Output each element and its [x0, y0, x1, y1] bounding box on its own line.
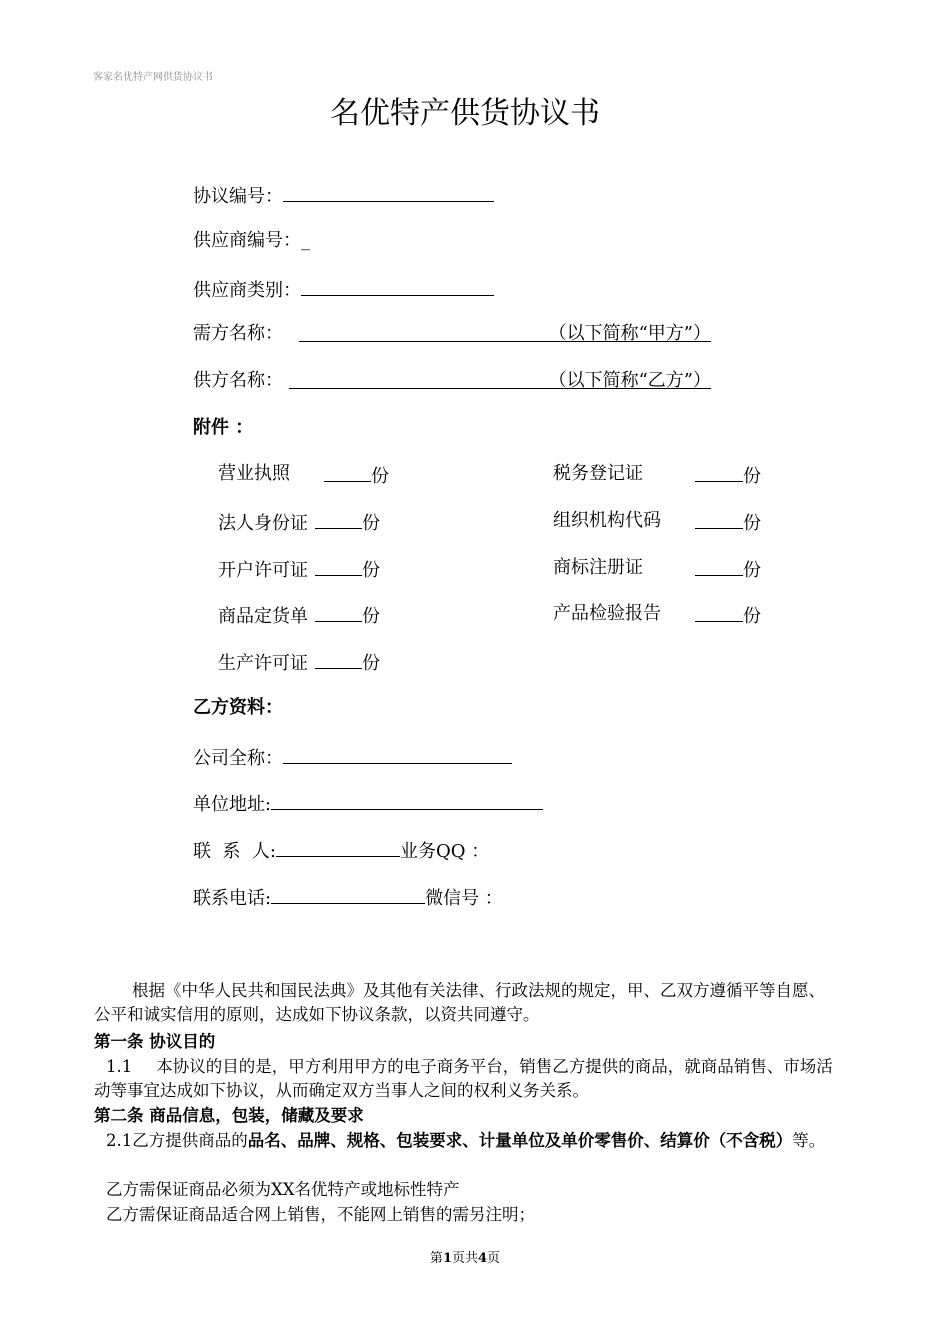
attachment-item	[218, 603, 380, 628]
attachment-label: 开户许可证	[218, 560, 308, 581]
buyer-name-label: 需方名称：	[193, 323, 283, 344]
footer-suffix: 页	[487, 1251, 501, 1266]
supplier-type-blank[interactable]	[301, 277, 494, 296]
attachment-label: 产品检验报告	[553, 603, 661, 624]
supplier-type-label: 供应商类别：	[193, 280, 301, 301]
phone-blank[interactable]	[271, 885, 425, 904]
attachment-blank[interactable]	[315, 557, 362, 576]
intro-paragraph: 根据《中华人民共和国民法典》及其他有关法律、行政法规的规定，甲、乙双方遵循平等自愿、公平和诚实信用的原则，达成如下协议条款，以资共同遵守。	[94, 981, 825, 1024]
seller-name-label: 供方名称：	[193, 370, 283, 391]
qq-label: 业务QQ ：	[399, 841, 490, 862]
attachment-label: 法人身份证	[218, 513, 308, 534]
attachment-label: 商标注册证	[553, 557, 643, 578]
attachment-blank[interactable]	[324, 463, 371, 482]
attachment-label: 商品定货单	[218, 606, 308, 627]
attachment-item	[553, 510, 661, 532]
company-label: 公司全称：	[193, 748, 283, 769]
seller-name-blank[interactable]	[289, 370, 711, 389]
seller-name-row	[193, 370, 711, 392]
address-label: 单位地址:	[193, 794, 272, 815]
phone-row	[193, 885, 503, 910]
attachment-blank[interactable]	[315, 510, 362, 529]
agreement-no-row	[193, 183, 494, 208]
attachment-unit: 份	[362, 606, 380, 627]
page-title: 名优特产供货协议书	[330, 96, 600, 131]
article-2-clause-1	[94, 1129, 839, 1153]
party-b-heading: 乙方资料：	[193, 697, 283, 718]
supplier-no-label: 供应商编号：_	[193, 230, 310, 251]
contact-row	[193, 838, 489, 863]
attachment-count	[695, 557, 761, 582]
address-row	[193, 791, 543, 816]
clause-prefix: 2.1乙方提供商品的	[106, 1131, 248, 1150]
attachment-unit: 份	[362, 560, 380, 581]
supplier-type-row	[193, 277, 494, 302]
contact-blank[interactable]	[276, 838, 400, 857]
page-number: 1	[442, 1251, 452, 1266]
attachment-item	[553, 463, 643, 485]
buyer-name-row	[193, 323, 711, 345]
attachment-label: 组织机构代码	[553, 510, 661, 531]
article-1-clause	[94, 1055, 839, 1103]
attachment-item	[218, 557, 380, 582]
attachment-item	[218, 650, 380, 675]
attachments-heading: 附件 ：	[193, 417, 254, 438]
attachment-blank[interactable]	[695, 510, 743, 529]
attachment-unit: 份	[362, 653, 380, 674]
attachment-unit: 份	[743, 560, 761, 581]
address-blank[interactable]	[271, 791, 543, 810]
phone-label: 联系电话:	[193, 888, 272, 909]
footer-middle: 页共	[451, 1251, 478, 1266]
attachment-count	[695, 510, 761, 535]
attachment-blank[interactable]	[315, 650, 362, 669]
attachment-unit: 份	[743, 513, 761, 534]
clause-number: 1.1	[106, 1057, 133, 1076]
seller-note: （以下简称“乙方”）	[548, 370, 711, 391]
attachment-unit: 份	[362, 513, 380, 534]
attachment-unit: 份	[743, 466, 761, 487]
article-2-line-3: 乙方需保证商品适合网上销售，不能网上销售的需另注明；	[106, 1205, 535, 1224]
article-2-heading: 第二条 商品信息，包装，储藏及要求	[94, 1106, 364, 1125]
attachment-blank[interactable]	[695, 603, 743, 622]
header-note: 客家名优特产网供货协议书	[93, 72, 213, 83]
attachment-item	[218, 510, 380, 535]
clause-suffix: 等。	[792, 1131, 826, 1150]
buyer-note: （以下简称“甲方”）	[548, 323, 711, 344]
contact-label: 联 系 人:	[193, 841, 276, 862]
company-row	[193, 745, 512, 770]
attachment-item	[218, 463, 290, 485]
attachment-blank[interactable]	[315, 603, 362, 622]
attachment-count	[695, 603, 761, 628]
company-blank[interactable]	[283, 745, 512, 764]
buyer-name-blank[interactable]	[299, 323, 711, 342]
footer-prefix: 第	[429, 1251, 443, 1266]
article-2-line-2: 乙方需保证商品必须为XX名优特产或地标性特产	[106, 1180, 460, 1199]
attachment-unit: 份	[371, 466, 389, 487]
attachment-label: 生产许可证	[218, 653, 308, 674]
attachment-count	[695, 463, 761, 488]
attachment-label: 税务登记证	[553, 463, 643, 484]
agreement-no-label: 协议编号：	[193, 186, 283, 207]
attachment-item	[553, 557, 643, 579]
supplier-no-row	[193, 230, 310, 252]
clause-text: 本协议的目的是，甲方利用甲方的电子商务平台，销售乙方提供的商品，就商品销售、市场活动等事宜达成如下协议，从而确定双方当事人之间的权利义务关系。	[94, 1057, 833, 1100]
attachment-item	[553, 603, 661, 625]
attachment-unit: 份	[743, 606, 761, 627]
clause-bold: 品名、品牌、规格、包装要求、计量单位及单价零售价、结算价（不含税）	[247, 1131, 793, 1150]
wechat-label: 微信号 ：	[425, 888, 503, 909]
page-footer	[0, 1247, 930, 1266]
article-1-heading: 第一条 协议目的	[94, 1032, 216, 1051]
attachment-label: 营业执照	[218, 463, 290, 484]
attachment-blank[interactable]	[695, 557, 743, 576]
total-pages: 4	[478, 1251, 488, 1266]
attachment-count	[324, 463, 389, 488]
agreement-no-blank[interactable]	[283, 183, 494, 202]
attachment-blank[interactable]	[695, 463, 743, 482]
